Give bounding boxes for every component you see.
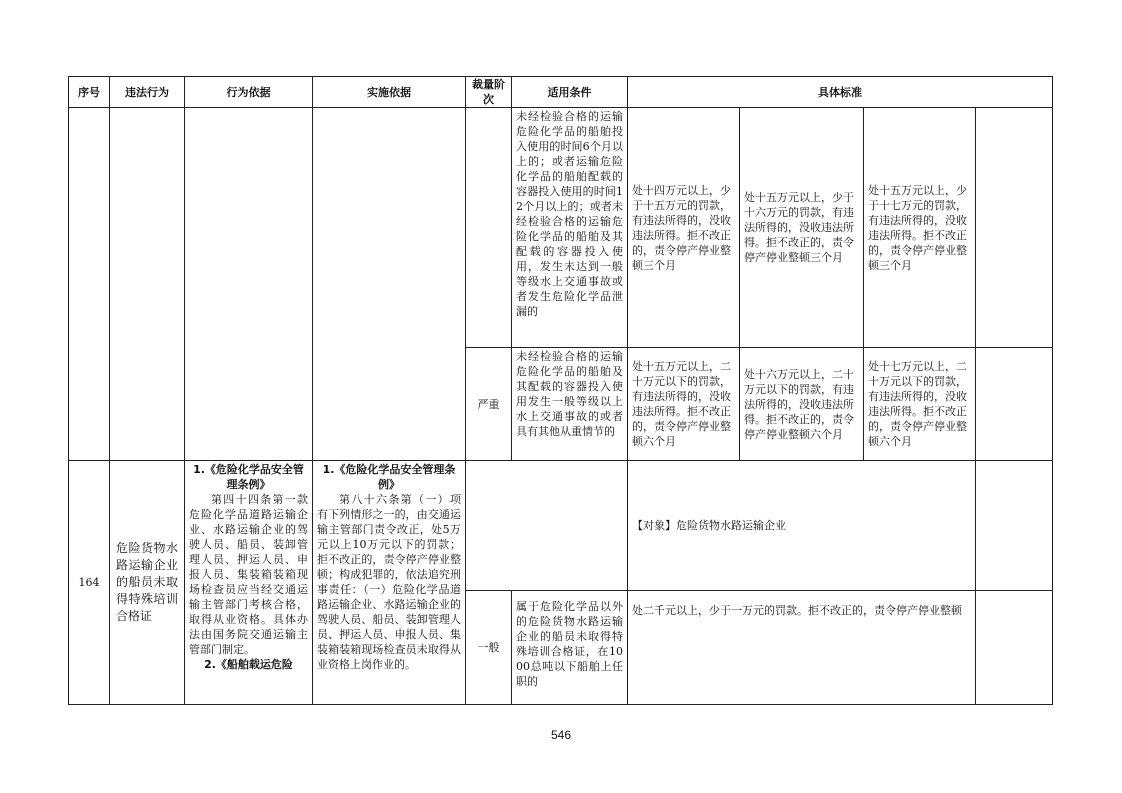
page-number: 546 <box>550 728 572 742</box>
header-discretion-level: 裁量阶次 <box>466 77 512 108</box>
header-specific-standard: 具体标准 <box>628 77 1053 108</box>
empty-cell <box>976 108 1053 348</box>
empty-cell <box>976 461 1053 591</box>
condition-cell: 属于危险化学品以外的危险货物水路运输企业的船员未取得特殊培训合格证，在1000总吨以下船舶上任职的 <box>512 591 628 705</box>
cont-seq-cell <box>69 108 110 461</box>
header-implementation-basis: 实施依据 <box>313 77 466 108</box>
standard-cell: 处二千元以上，少于一万元的罚款。拒不改正的，责令停产停业整顿 <box>628 591 976 705</box>
level-cell: 严重 <box>466 348 512 461</box>
standard-cell: 处十六万元以上，二十万元以下的罚款，有违法所得的，没收违法所得。拒不改正的，责令停产停业整顿六个月 <box>740 348 864 461</box>
cont-behavior-basis-cell <box>185 108 313 461</box>
behavior-basis-cell <box>185 461 319 705</box>
impl-text: 第八十六条第（一）项 有下列情形之一的，由交通运输主管部门责令改正，处5万元以上10万元以下的罚款；拒不改正的，责令停产停业整顿；构成犯罪的，依法追究刑事责任：（一）危险化学品道路运输企业、水路运输企业的驾驶人员、船员、装卸管理人员、押运人员、申报人员、集装箱装箱现场检查员未取得从业资格上岗作业的。 <box>317 493 472 671</box>
table-row <box>69 108 1053 348</box>
violation-cell: 危险货物水路运输企业的船员未取得特殊培训合格证 <box>110 461 185 705</box>
basis-title-2: 2.《船舶载运危险 <box>204 658 293 671</box>
empty-cell <box>976 348 1053 461</box>
cont-violation-cell <box>110 108 185 461</box>
object-empty-cell <box>466 461 628 591</box>
condition-cell: 未经检验合格的运输危险化学品的船舶投入使用的时间6个月以上的；或者运输危险化学品的船舶配载的容器投入使用的时间12个月以上的；或者未经检验合格的运输危险化学品的船舶及其配载的容器投入使用，发生未达到一般等级水上交通事故或者发生危险化学品泄漏的 <box>512 108 628 348</box>
cont-impl-basis-cell <box>313 108 466 461</box>
basis-text-1: 第四十四条第一款 危险化学品道路运输企业、水路运输企业的驾驶人员、船员、装卸管理人员、押运人员、申报人员、集装箱装箱现场检查员应当经交通运输主管部门考核合格，取得从业资格。具体办法由国务院交通运输主管部门制定。 <box>189 493 319 656</box>
object-cell: 【对象】危险货物水路运输企业 <box>628 461 976 591</box>
header-behavior-basis: 行为依据 <box>185 77 313 108</box>
standard-cell: 处十五万元以上，二十万元以下的罚款，有违法所得的，没收违法所得。拒不改正的，责令停产停业整顿六个月 <box>628 348 740 461</box>
cont-level-cell <box>466 108 512 348</box>
header-applicable-condition: 适用条件 <box>512 77 628 108</box>
penalty-standards-table <box>68 76 1053 705</box>
level-cell: 一般 <box>466 591 512 705</box>
condition-cell: 未经检验合格的运输危险化学品的船舶及其配载的容器投入使用发生一般等级以上水上交通事故的或者具有其他从重情节的 <box>512 348 628 461</box>
empty-cell <box>976 591 1053 705</box>
header-violation: 违法行为 <box>110 77 185 108</box>
basis-title-1: 1.《危险化学品安全管理条例》 <box>193 463 304 491</box>
standard-cell: 处十四万元以上，少于十五万元的罚款，有违法所得的，没收违法所得。拒不改正的，责令停产停业整顿三个月 <box>628 108 740 348</box>
header-row <box>69 77 1053 108</box>
impl-basis-cell <box>313 461 472 705</box>
table-row <box>69 461 1053 591</box>
seq-cell: 164 <box>69 461 110 705</box>
standard-cell: 处十七万元以上，二十万元以下的罚款，有违法所得的，没收违法所得。拒不改正的，责令停产停业整顿六个月 <box>864 348 976 461</box>
header-seq: 序号 <box>69 77 110 108</box>
impl-title: 1.《危险化学品安全管理条例》 <box>322 463 456 491</box>
standard-cell: 处十五万元以上，少于十六万元的罚款，有违法所得的，没收违法所得。拒不改正的，责令停产停业整顿三个月 <box>740 108 864 348</box>
standard-cell: 处十五万元以上，少于十七万元的罚款，有违法所得的，没收违法所得。拒不改正的，责令停产停业整顿三个月 <box>864 108 976 348</box>
